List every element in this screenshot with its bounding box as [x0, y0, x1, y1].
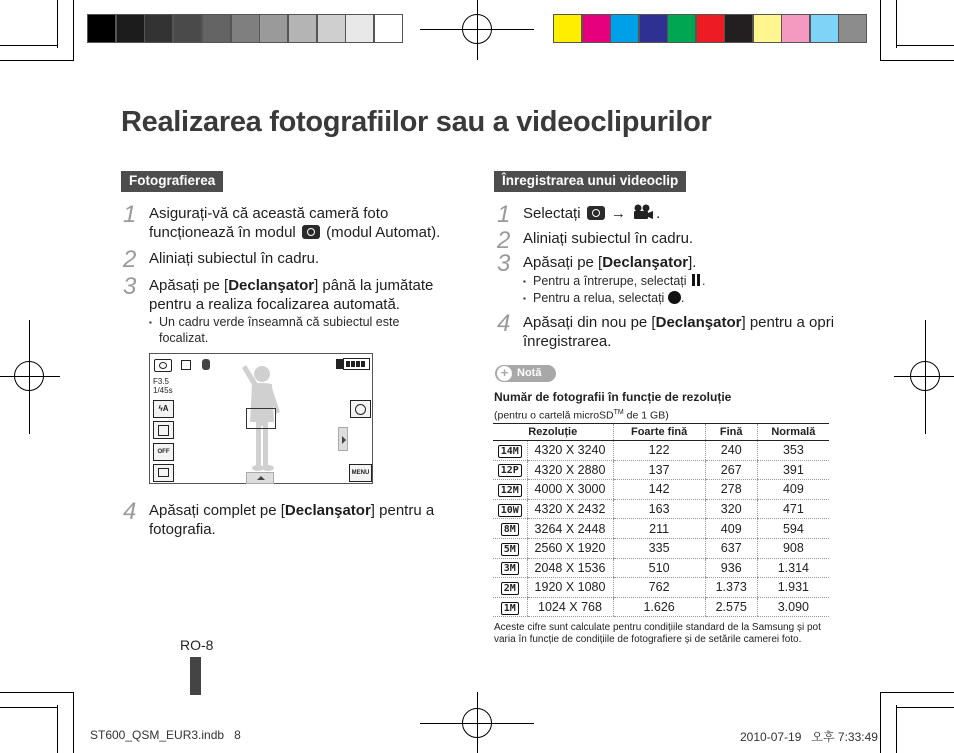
aperture-value: F3.5	[153, 377, 170, 386]
step-number: 1	[123, 201, 137, 228]
step-text: Apăsați din nou pe [Declanşator] pentru a opri înregistrarea.	[523, 314, 835, 350]
step-number: 4	[497, 310, 511, 337]
plus-icon: +	[497, 366, 512, 381]
resolution-icon	[493, 597, 527, 617]
registration-mark	[925, 320, 926, 434]
scene-switch-button[interactable]	[350, 400, 371, 418]
step-bullet: ▪ Pentru a relua, selectați .	[523, 290, 823, 306]
resolution-cell: 4320 X 2880	[527, 460, 613, 480]
pause-icon	[690, 274, 702, 286]
timer-button[interactable]: OFF	[153, 443, 174, 461]
resolution-icon: 2M	[501, 582, 519, 595]
resolution-icon	[493, 538, 527, 558]
crop-mark	[57, 705, 58, 753]
table-row	[493, 519, 829, 539]
table-title: Număr de fotografii în funcție de rezoluție	[494, 390, 732, 404]
record-icon	[668, 291, 681, 304]
side-panel-tab[interactable]	[338, 427, 348, 451]
normal-cell: 908	[757, 538, 829, 558]
color-swatch	[838, 14, 867, 43]
crop-mark	[880, 0, 881, 61]
normal-cell: 3.090	[757, 597, 829, 617]
stabilizer-icon	[202, 359, 210, 370]
resolution-cell: 2560 X 1920	[527, 538, 613, 558]
crop-mark	[0, 692, 74, 693]
footer-filename: ST600_QSM_EUR3.indb 8	[90, 728, 241, 742]
step-bullet: ▪ Un cadru verde înseamnă că subiectul este focalizat.	[149, 314, 439, 346]
fine-cell: 267	[705, 460, 757, 480]
normal-cell: 391	[757, 460, 829, 480]
page-title: Realizarea fotografiilor sau a videoclipurilor	[121, 106, 712, 138]
color-swatch	[317, 14, 346, 43]
resolution-cell: 3264 X 2448	[527, 519, 613, 539]
step-text: Asigurați-vă că această cameră foto funcționează în modul (modul Automat).	[149, 205, 441, 241]
table-row	[493, 460, 829, 480]
resolution-icon	[493, 499, 527, 519]
very-fine-cell: 142	[613, 480, 705, 500]
resolution-cell: 4320 X 3240	[527, 441, 613, 461]
color-swatch	[667, 14, 696, 43]
resolution-icon	[493, 558, 527, 578]
normal-cell: 353	[757, 441, 829, 461]
focus-frame	[246, 408, 276, 429]
resolution-icon: 5M	[501, 543, 519, 556]
normal-cell: 1.931	[757, 578, 829, 598]
mode-camera-icon	[154, 359, 172, 372]
normal-cell: 409	[757, 480, 829, 500]
resolution-cell: 4000 X 3000	[527, 480, 613, 500]
resolution-icon	[493, 519, 527, 539]
step-number: 3	[497, 250, 511, 277]
step-text: Apăsați complet pe [Declanşator] pentru a fotografia.	[149, 502, 435, 538]
footer-date: 2010-07-19 오후 7:33:49	[740, 730, 878, 744]
crop-mark	[73, 0, 74, 61]
step-number: 2	[123, 246, 137, 273]
very-fine-cell: 1.626	[613, 597, 705, 617]
resolution-table	[493, 423, 829, 617]
crop-mark	[896, 707, 954, 708]
color-swatch	[781, 14, 810, 43]
menu-button[interactable]: MENU	[349, 464, 372, 482]
color-swatch	[345, 14, 374, 43]
fine-cell: 409	[705, 519, 757, 539]
fine-cell: 2.575	[705, 597, 757, 617]
table-row	[493, 480, 829, 500]
face-detect-button[interactable]	[153, 421, 174, 439]
column-header: Fină	[705, 424, 757, 441]
column-header: Normală	[757, 424, 829, 441]
table-row	[493, 597, 829, 617]
color-swatch	[173, 14, 202, 43]
normal-cell: 1.314	[757, 558, 829, 578]
very-fine-cell: 510	[613, 558, 705, 578]
resolution-cell: 1024 X 768	[527, 597, 613, 617]
resolution-icon	[493, 578, 527, 598]
page-number: RO-8	[180, 637, 214, 653]
flash-button[interactable]: ϟA	[153, 400, 174, 418]
step-bullet: ▪ Pentru a întrerupe, selectați .	[523, 273, 823, 289]
note-badge: + Notă	[495, 365, 556, 382]
color-swatch	[259, 14, 288, 43]
color-swatch	[231, 14, 260, 43]
color-swatch	[610, 14, 639, 43]
crop-mark	[880, 692, 881, 753]
color-swatch	[696, 14, 725, 43]
table-row	[493, 538, 829, 558]
color-swatch	[753, 14, 782, 43]
registration-mark	[29, 320, 30, 434]
step-number: 1	[497, 201, 511, 228]
table-row	[493, 499, 829, 519]
fine-cell: 637	[705, 538, 757, 558]
resolution-icon: 14M	[498, 445, 522, 458]
crop-mark	[880, 60, 954, 61]
very-fine-cell: 163	[613, 499, 705, 519]
resolution-cell: 1920 X 1080	[527, 578, 613, 598]
resolution-icon: 8M	[501, 523, 519, 536]
registration-mark	[894, 376, 954, 377]
fine-cell: 278	[705, 480, 757, 500]
fine-cell: 240	[705, 441, 757, 461]
resolution-icon	[493, 460, 527, 480]
section-heading-photo: Fotografierea	[121, 171, 223, 192]
resolution-icon: 12M	[498, 484, 522, 497]
table-row	[493, 441, 829, 461]
resolution-cell: 4320 X 2432	[527, 499, 613, 519]
step-text: Apăsați pe [Declanşator] până la jumătate pentru a realiza focalizarea automată.	[149, 277, 434, 313]
normal-cell: 594	[757, 519, 829, 539]
crop-mark	[880, 692, 954, 693]
resolution-icon: 12P	[498, 464, 522, 477]
fine-cell: 320	[705, 499, 757, 519]
color-swatch	[144, 14, 173, 43]
color-swatch	[87, 14, 116, 43]
color-swatch	[639, 14, 668, 43]
color-swatch	[724, 14, 753, 43]
resolution-icon	[493, 441, 527, 461]
registration-mark	[0, 376, 60, 377]
table-subtitle: (pentru o cartelă microSD™ de 1 GB)	[494, 409, 669, 422]
color-swatch	[374, 14, 403, 43]
step-text: Aliniați subiectul în cadru.	[523, 230, 694, 247]
table-footnote: Aceste cifre sunt calculate pentru condițiile standard de la Samsung și pot varia în funcție de condițiile de fotografiere și de setările camerei foto.	[494, 622, 821, 645]
crop-mark	[896, 0, 897, 48]
registration-mark	[420, 723, 534, 724]
crop-mark	[57, 0, 58, 48]
normal-cell: 471	[757, 499, 829, 519]
color-swatch	[810, 14, 839, 43]
page-edge-bar	[190, 657, 201, 695]
color-swatch	[553, 14, 582, 43]
section-heading-video: Înregistrarea unui videoclip	[494, 171, 686, 192]
resolution-cell: 2048 X 1536	[527, 558, 613, 578]
very-fine-cell: 122	[613, 441, 705, 461]
resolution-icon	[181, 360, 191, 370]
camera-screen-illustration	[149, 353, 373, 484]
crop-mark	[0, 707, 58, 708]
color-swatch	[202, 14, 231, 43]
camera-mode-icon	[302, 225, 320, 239]
very-fine-cell: 335	[613, 538, 705, 558]
step-text: Selectați → .	[523, 205, 661, 222]
fine-cell: 936	[705, 558, 757, 578]
step-text: Aliniați subiectul în cadru.	[149, 250, 320, 267]
resolution-icon: 1M	[501, 602, 519, 615]
color-swatch	[582, 14, 611, 43]
resolution-icon	[493, 480, 527, 500]
step-text: Apăsați pe [Declanşator].	[523, 254, 697, 271]
step-number: 4	[123, 498, 137, 525]
crop-mark	[896, 45, 954, 46]
very-fine-cell: 211	[613, 519, 705, 539]
resolution-icon: 10W	[498, 504, 522, 517]
step-number: 3	[123, 273, 137, 300]
video-mode-icon	[632, 204, 654, 219]
battery-icon	[343, 358, 370, 370]
fine-cell: 1.373	[705, 578, 757, 598]
column-header: Rezoluție	[493, 424, 613, 441]
crop-mark	[896, 705, 897, 753]
crop-mark	[0, 45, 58, 46]
column-header: Foarte fină	[613, 424, 705, 441]
very-fine-cell: 762	[613, 578, 705, 598]
color-swatch	[116, 14, 145, 43]
camera-mode-icon	[587, 206, 605, 220]
step-number: 2	[497, 227, 511, 254]
shutter-value: 1/45s	[153, 386, 173, 395]
display-button[interactable]	[153, 464, 174, 482]
table-row	[493, 578, 829, 598]
resolution-icon: 3M	[501, 562, 519, 575]
crop-mark	[73, 692, 74, 753]
very-fine-cell: 137	[613, 460, 705, 480]
crop-mark	[0, 60, 74, 61]
registration-mark	[420, 29, 534, 30]
table-row	[493, 558, 829, 578]
color-swatch	[288, 14, 317, 43]
registration-mark	[477, 0, 478, 60]
